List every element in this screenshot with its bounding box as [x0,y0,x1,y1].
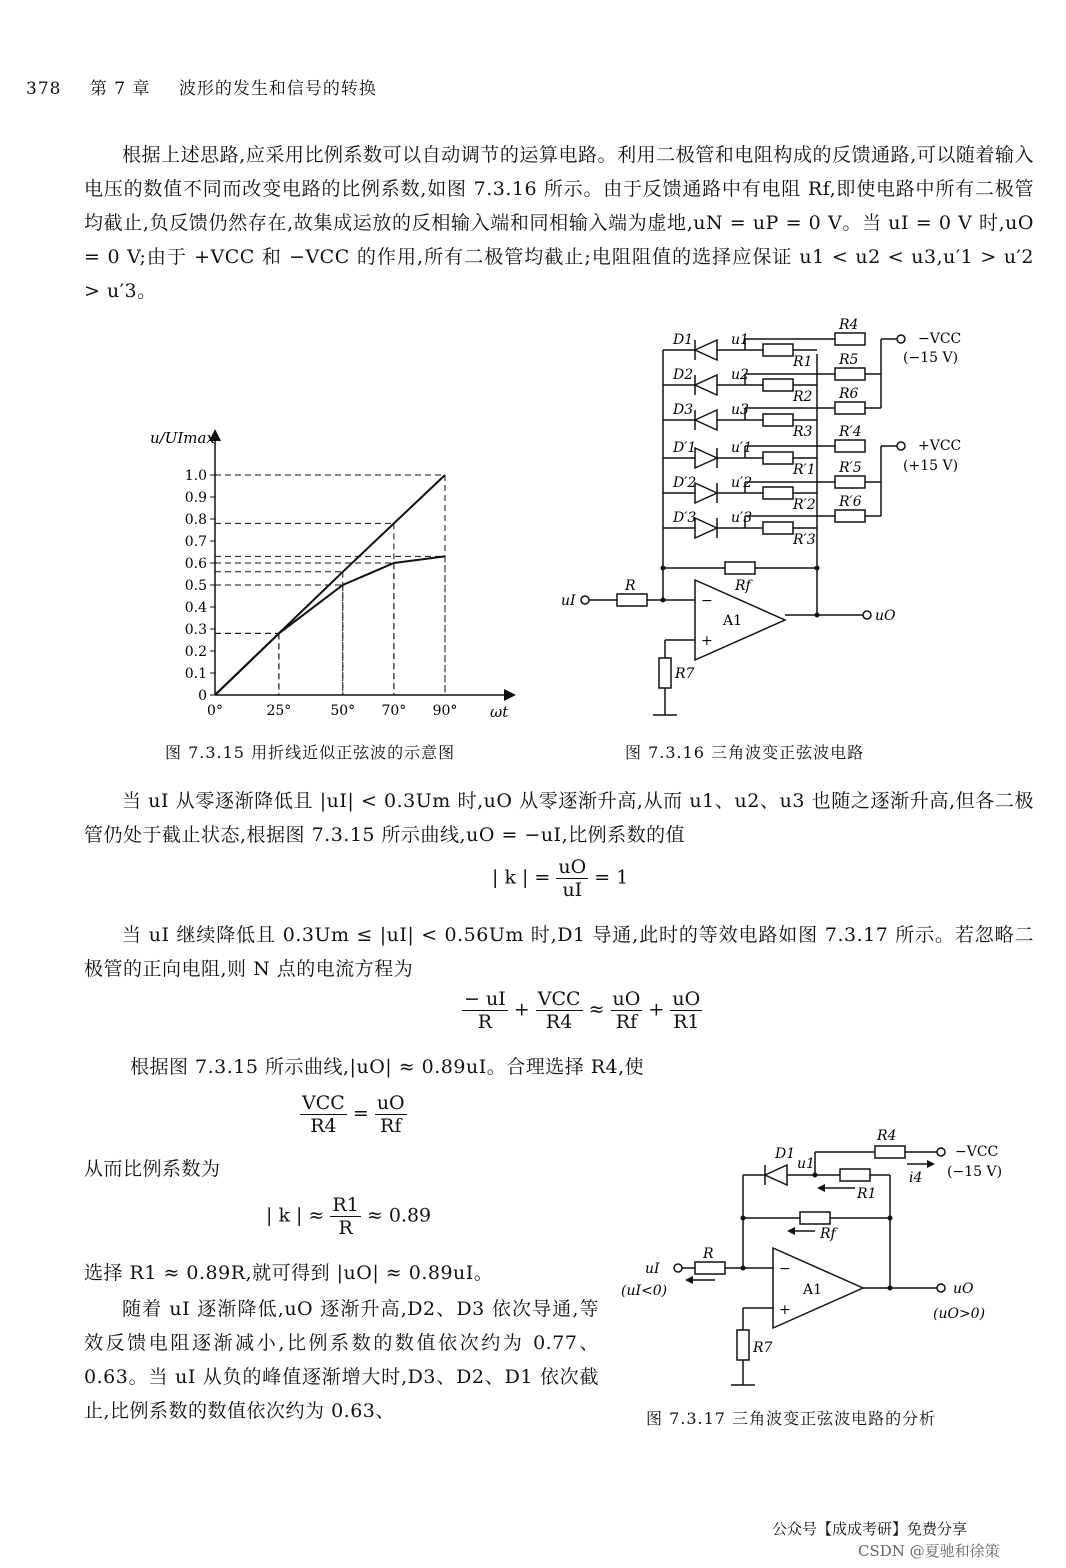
f17-ui: uI [645,1261,660,1277]
diode-label: D′2 [673,475,697,491]
diode-label: D′3 [673,510,697,526]
diode-label: D′1 [673,440,697,456]
node-label: u′3 [731,510,753,526]
resistor-label: R2 [793,389,813,405]
ui-label: uI [561,593,576,609]
paragraph-6: 选择 R1 ≈ 0.89R,就可得到 |uO| ≈ 0.89uI。 [84,1262,494,1284]
resistor-icon [835,476,865,488]
node-label: u′1 [731,440,753,456]
vneg-value: (−15 V) [903,350,959,366]
f17-vneg-val: (−15 V) [947,1164,1003,1180]
f17-uo: uO [953,1281,974,1297]
f17-plus: + [779,1302,791,1318]
resistor-label: R5 [839,352,859,368]
f17-ui-cond: (uI<0) [621,1283,668,1299]
f17-minus: − [779,1261,791,1277]
diode-label: D3 [673,402,694,418]
vneg-label: −VCC [918,331,962,347]
f17-i4: i4 [909,1170,923,1186]
diode-icon [695,375,717,395]
resistor-icon [835,368,865,380]
figure-7-3-15-caption: 图 7.3.15 用折线近似正弦波的示意图 [165,743,456,762]
r7-label: R7 [675,666,695,682]
resistor-icon [835,510,865,522]
share-note: 公众号【成成考研】免费分享 [772,1520,968,1538]
node-label: u2 [731,367,749,383]
y-tick-label: 0.8 [184,512,207,528]
figure-7-3-16-circuit [555,310,995,730]
resistor-label: R6 [839,386,859,402]
node-label: u3 [731,402,749,418]
resistor-icon [835,333,865,345]
r-label: R [625,578,636,594]
resistor-icon [835,440,865,452]
y-tick-label: 0.9 [184,490,207,506]
vpos-label: +VCC [918,438,962,454]
resistor-icon [763,487,793,499]
resistor-icon [763,452,793,464]
resistor-label: R4 [839,317,859,333]
paragraph-7: 随着 uI 逐渐降低,uO 逐渐升高,D2、D3 依次导通,等效反馈电阻逐渐减小,比例系数的数值依次约为 0.77、0.63。当 uI 从负的峰值逐渐增大时,D3、D2、D1 依次截止,比例系数的数值依次约为 0.63、 [84,1298,599,1422]
figure-7-3-17-circuit [615,1120,1035,1400]
chapter-title: 波形的发生和信号的转换 [178,79,377,99]
resistor-label: R′2 [793,497,816,513]
minus-label: − [701,593,713,609]
resistor-label: R′1 [793,462,816,478]
diode-icon [695,340,717,360]
resistor-label: R′3 [793,532,816,548]
diode-icon [695,483,717,503]
plus-label: + [701,633,713,649]
y-tick-label: 1.0 [184,468,207,484]
f17-a1: A1 [803,1282,823,1298]
page-number: 378 [26,79,62,99]
resistor-label: R′6 [839,494,862,510]
paragraph-5: 从而比例系数为 [84,1158,221,1180]
series-polyline [215,556,445,695]
paragraph-4: 根据图 7.3.15 所示曲线,|uO| ≈ 0.89uI。合理选择 R4,使 [130,1056,645,1078]
page-header [26,74,377,99]
watermark: CSDN @夏驰和徐策 [858,1542,1000,1560]
resistor-icon [763,379,793,391]
diode-icon [695,410,717,430]
y-tick-label: 0 [198,688,207,704]
x-axis-label: ωt [490,703,509,721]
y-tick-label: 0.4 [184,600,207,616]
y-tick-label: 0.5 [184,578,207,594]
paragraph-3: 当 uI 继续降低且 0.3Um ≤ |uI| < 0.56Um 时,D1 导通,此时的等效电路如图 7.3.17 所示。若忽略二极管的正向电阻,则 N 点的电流方程为 [84,924,1034,980]
x-tick-label: 70° [381,703,407,719]
x-tick-label: 90° [432,703,458,719]
resistor-icon [763,522,793,534]
y-tick-label: 0.3 [184,622,207,638]
chapter-number: 第 7 章 [89,79,151,99]
f17-d1: D1 [775,1146,796,1162]
node-label: u1 [731,332,749,348]
resistor-icon [763,414,793,426]
resistor-icon [763,344,793,356]
f17-r7: R7 [753,1340,773,1356]
paragraph-1: 根据上述思路,应采用比例系数可以自动调节的运算电路。利用二极管和电阻构成的反馈通路,可以随着输入电压的数值不同而改变电路的比例系数,如图 7.3.16 所示。由于反馈通路中有电阻 Rf,即使电路中所有二极管均截止,负反馈仍然存在,故集成运放的反相输入端和同相输入端为虚地,uN = uP = 0 V。当 uI = 0 V 时,uO = 0 V;由于 +VCC 和 −VCC 的作用,所有二极管均截止;电阻阻值的选择应保证 u1 < u2 < u3,u′1 > u′2 > u′3。 [84,144,1034,302]
rf-label: Rf [735,578,751,594]
figure-7-3-15-chart [140,425,530,725]
y-axis-label: u/UImax [150,429,215,447]
resistor-label: R′5 [839,460,862,476]
resistor-icon [835,402,865,414]
paragraph-2: 当 uI 从零逐渐降低且 |uI| < 0.3Um 时,uO 从零逐渐升高,从而 u1、u2、u3 也随之逐渐升高,但各二极管仍处于截止状态,根据图 7.3.15 所示曲线,uO = −uI,比例系数的值 [84,790,1034,846]
y-tick-label: 0.1 [184,666,207,682]
x-tick-label: 0° [207,703,223,719]
f17-r4: R4 [877,1128,897,1144]
diode-icon [695,448,717,468]
equation-r4: $\frac{\text{VCC}}{R4}$ = $\frac{uO}{Rf}$ [302,1092,405,1137]
f17-u1: u1 [797,1156,815,1172]
y-tick-label: 0.7 [184,534,207,550]
diode-label: D1 [673,332,694,348]
a1-label: A1 [723,613,743,629]
uo-label: uO [875,608,896,624]
f17-r: R [703,1246,714,1262]
f17-uo-cond: (uO>0) [933,1306,986,1322]
equation-k-2: | k | ≈ $\frac{R1}{R}$ ≈ 0.89 [266,1194,432,1239]
figure-7-3-17-caption: 图 7.3.17 三角波变正弦波电路的分析 [646,1409,937,1428]
f17-rf: Rf [820,1226,836,1242]
resistor-label: R′4 [839,424,862,440]
f17-vneg: −VCC [955,1144,999,1160]
equation-k-1: | k | = $\frac{uO}{uI}$ = 1 [492,856,629,901]
y-tick-label: 0.2 [184,644,207,660]
f17-r1: R1 [857,1186,877,1202]
diode-icon [695,518,717,538]
resistor-label: R3 [793,424,813,440]
figure-7-3-16-caption: 图 7.3.16 三角波变正弦波电路 [625,743,865,762]
node-label: u′2 [731,475,753,491]
x-tick-label: 25° [266,703,292,719]
x-tick-label: 50° [330,703,356,719]
y-tick-label: 0.6 [184,556,207,572]
resistor-label: R1 [793,354,813,370]
equation-current: $\frac{- uI}{R}$ + $\frac{\text{VCC}}{R4}$ ≈ $\frac{uO}{Rf}$ + $\frac{uO}{R1}$ [464,988,701,1033]
vpos-value: (+15 V) [903,458,959,474]
diode-label: D2 [673,367,694,383]
